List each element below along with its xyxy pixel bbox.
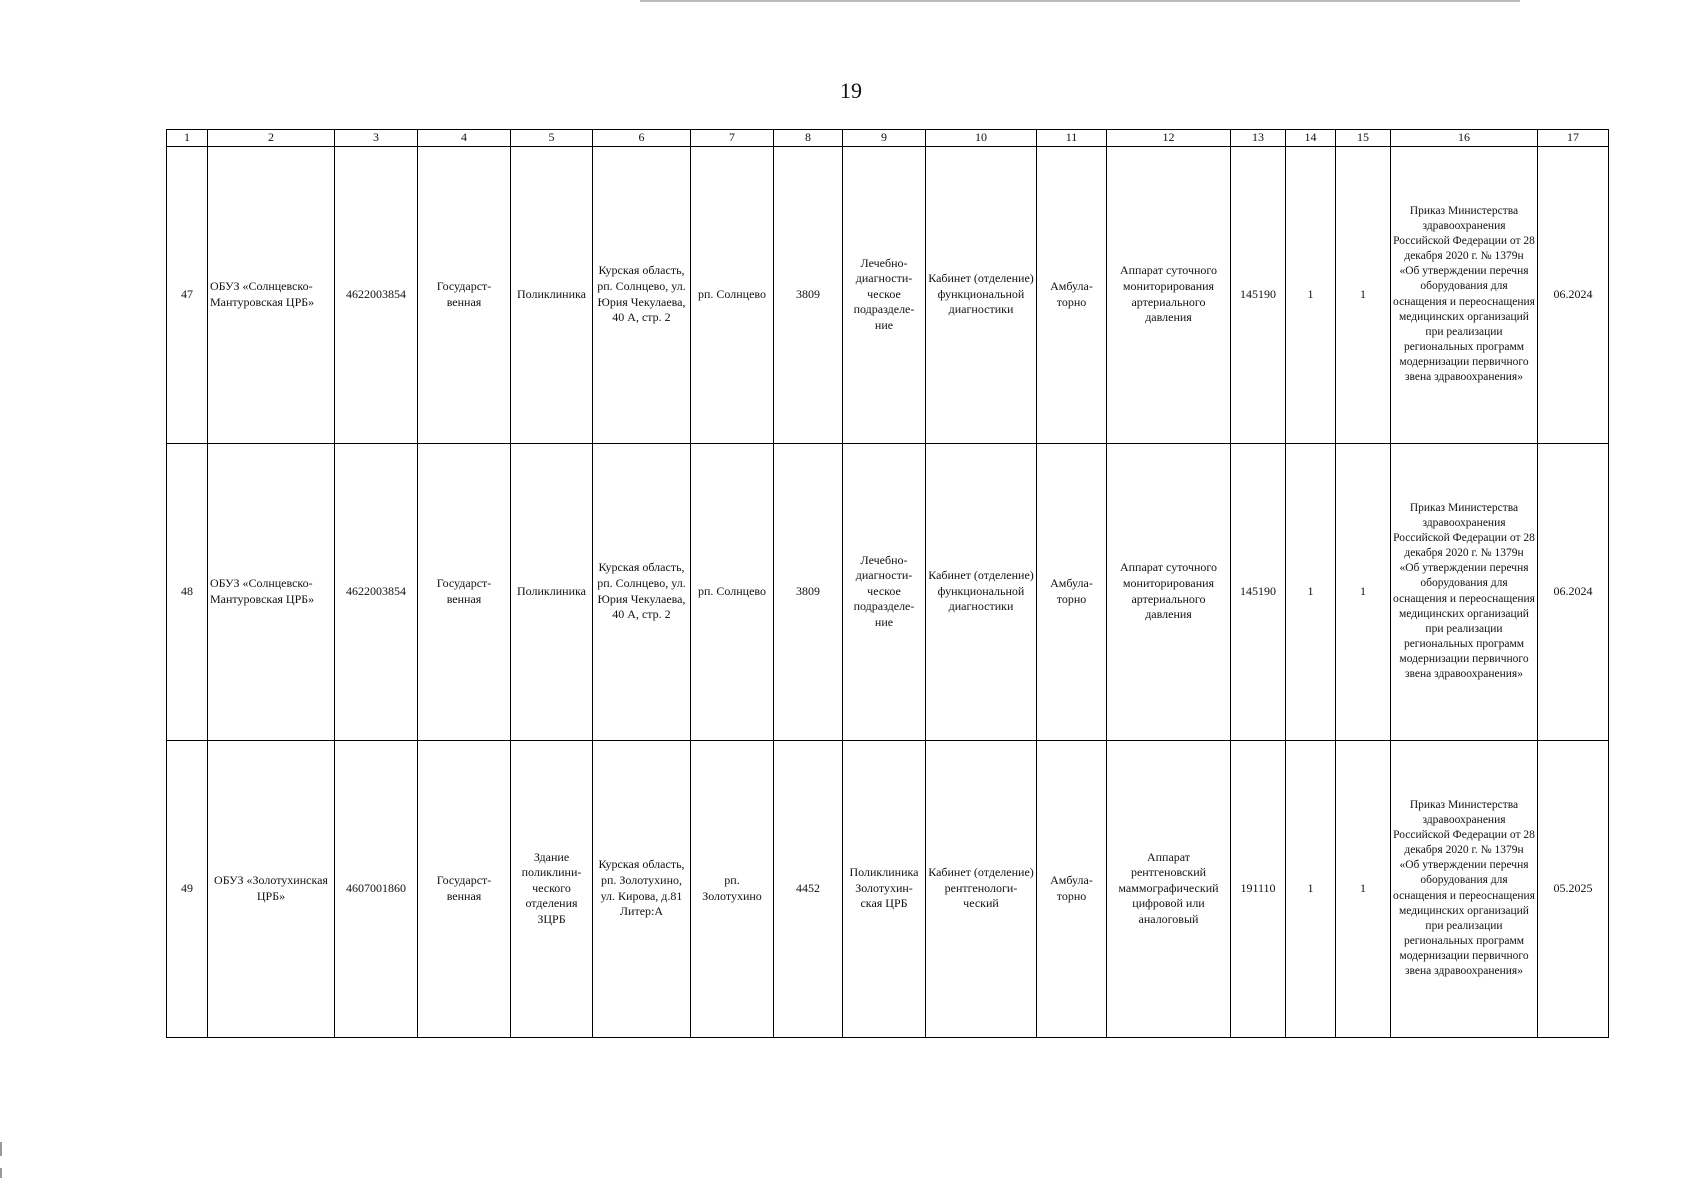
equipment-name: Аппарат суточного мониторирования артериального давления bbox=[1107, 443, 1231, 740]
column-header: 4 bbox=[418, 130, 511, 147]
care-conditions: Амбула-торно bbox=[1037, 146, 1107, 443]
settlement: рп. Солнцево bbox=[691, 146, 774, 443]
column-header: 3 bbox=[335, 130, 418, 147]
inn: 4607001860 bbox=[335, 740, 418, 1037]
column-header: 15 bbox=[1336, 130, 1391, 147]
equipment-table bbox=[166, 129, 1609, 1038]
quantity-b: 1 bbox=[1336, 443, 1391, 740]
inn: 4622003854 bbox=[335, 146, 418, 443]
organization-name: ОБУЗ «Солнцевско-Мантуровская ЦРБ» bbox=[208, 443, 335, 740]
column-header: 13 bbox=[1231, 130, 1286, 147]
period: 06.2024 bbox=[1538, 443, 1609, 740]
table-row bbox=[167, 740, 1609, 1037]
period: 05.2025 bbox=[1538, 740, 1609, 1037]
quantity-a: 1 bbox=[1286, 740, 1336, 1037]
care-conditions: Амбула-торно bbox=[1037, 740, 1107, 1037]
ownership-form: Государст-венная bbox=[418, 146, 511, 443]
column-header: 1 bbox=[167, 130, 208, 147]
department: Кабинет (отделение) функциональной диагностики bbox=[926, 443, 1037, 740]
building: Поликлиника bbox=[511, 146, 593, 443]
column-header: 8 bbox=[774, 130, 843, 147]
legal-basis: Приказ Министерства здравоохранения Российской Федерации от 28 декабря 2020 г. № 1379н «Об утверждении перечня оборудования для оснащения и переоснащения медицинских организаций при реализации региональных программ модернизации первичного звена здравоохранения» bbox=[1391, 740, 1538, 1037]
equipment-code: 145190 bbox=[1231, 146, 1286, 443]
ownership-form: Государст-венная bbox=[418, 740, 511, 1037]
column-header: 9 bbox=[843, 130, 926, 147]
legal-basis: Приказ Министерства здравоохранения Российской Федерации от 28 декабря 2020 г. № 1379н «Об утверждении перечня оборудования для оснащения и переоснащения медицинских организаций при реализации региональных программ модернизации первичного звена здравоохранения» bbox=[1391, 443, 1538, 740]
organization-name: ОБУЗ «Золотухинская ЦРБ» bbox=[208, 740, 335, 1037]
code: 4452 bbox=[774, 740, 843, 1037]
header-row bbox=[167, 130, 1609, 147]
department: Кабинет (отделение) функциональной диагностики bbox=[926, 146, 1037, 443]
page-number: 19 bbox=[840, 78, 862, 103]
organization-name: ОБУЗ «Солнцевско-Мантуровская ЦРБ» bbox=[208, 146, 335, 443]
address: Курская область, рп. Золотухино, ул. Кирова, д.81 Литер:А bbox=[593, 740, 691, 1037]
table-row bbox=[167, 443, 1609, 740]
column-header: 5 bbox=[511, 130, 593, 147]
inn: 4622003854 bbox=[335, 443, 418, 740]
column-header: 12 bbox=[1107, 130, 1231, 147]
address: Курская область, рп. Солнцево, ул. Юрия Чекулаева, 40 А, стр. 2 bbox=[593, 443, 691, 740]
top-rule bbox=[640, 0, 1520, 2]
period: 06.2024 bbox=[1538, 146, 1609, 443]
scan-edge-mark bbox=[0, 1142, 2, 1156]
building: Поликлиника bbox=[511, 443, 593, 740]
code: 3809 bbox=[774, 443, 843, 740]
equipment-name: Аппарат суточного мониторирования артериального давления bbox=[1107, 146, 1231, 443]
column-header: 7 bbox=[691, 130, 774, 147]
quantity-b: 1 bbox=[1336, 740, 1391, 1037]
subdivision: Лечебно-диагности-ческое подразделе-ние bbox=[843, 146, 926, 443]
settlement: рп. Золотухино bbox=[691, 740, 774, 1037]
subdivision: Лечебно-диагности-ческое подразделе-ние bbox=[843, 443, 926, 740]
building: Здание поликлини-ческого отделения ЗЦРБ bbox=[511, 740, 593, 1037]
column-header: 16 bbox=[1391, 130, 1538, 147]
quantity-b: 1 bbox=[1336, 146, 1391, 443]
equipment-code: 191110 bbox=[1231, 740, 1286, 1037]
quantity-a: 1 bbox=[1286, 146, 1336, 443]
department: Кабинет (отделение) рентгенологи-ческий bbox=[926, 740, 1037, 1037]
column-header: 14 bbox=[1286, 130, 1336, 147]
subdivision: Поликлиника Золотухин-ская ЦРБ bbox=[843, 740, 926, 1037]
settlement: рп. Солнцево bbox=[691, 443, 774, 740]
equipment-code: 145190 bbox=[1231, 443, 1286, 740]
legal-basis: Приказ Министерства здравоохранения Российской Федерации от 28 декабря 2020 г. № 1379н «Об утверждении перечня оборудования для оснащения и переоснащения медицинских организаций при реализации региональных программ модернизации первичного звена здравоохранения» bbox=[1391, 146, 1538, 443]
column-header: 2 bbox=[208, 130, 335, 147]
row-number: 49 bbox=[167, 740, 208, 1037]
equipment-name: Аппарат рентгеновский маммографический цифровой или аналоговый bbox=[1107, 740, 1231, 1037]
row-number: 48 bbox=[167, 443, 208, 740]
ownership-form: Государст-венная bbox=[418, 443, 511, 740]
scan-edge-mark bbox=[0, 1168, 2, 1178]
care-conditions: Амбула-торно bbox=[1037, 443, 1107, 740]
column-header: 6 bbox=[593, 130, 691, 147]
code: 3809 bbox=[774, 146, 843, 443]
column-header: 10 bbox=[926, 130, 1037, 147]
column-header: 17 bbox=[1538, 130, 1609, 147]
column-header: 11 bbox=[1037, 130, 1107, 147]
table-row bbox=[167, 146, 1609, 443]
row-number: 47 bbox=[167, 146, 208, 443]
address: Курская область, рп. Солнцево, ул. Юрия Чекулаева, 40 А, стр. 2 bbox=[593, 146, 691, 443]
quantity-a: 1 bbox=[1286, 443, 1336, 740]
